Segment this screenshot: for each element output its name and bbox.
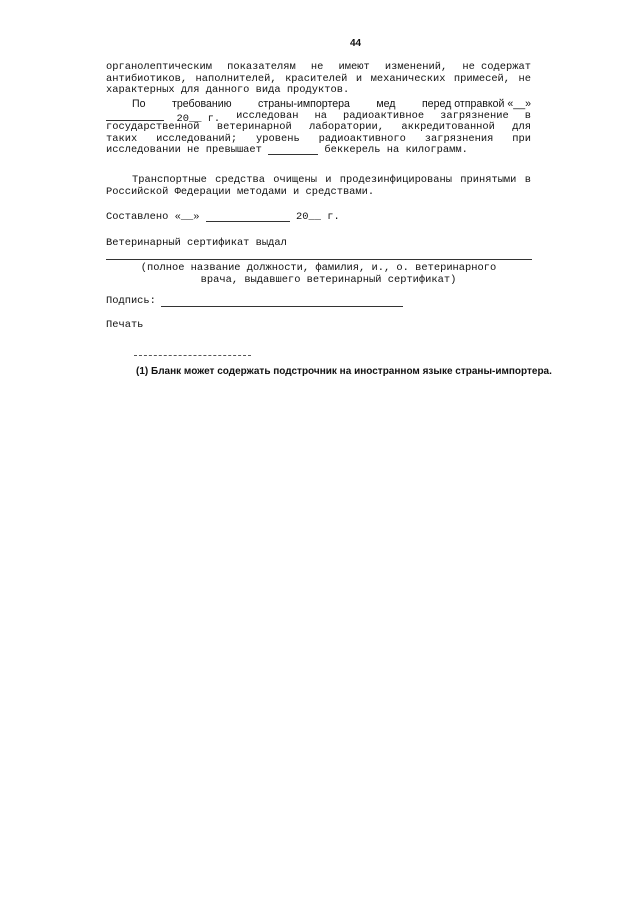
month-blank <box>206 212 290 222</box>
text-line <box>106 187 531 199</box>
text-line <box>106 99 531 111</box>
word: лаборатории, <box>309 121 384 134</box>
text-line <box>106 85 531 97</box>
word: не содержат <box>462 61 531 73</box>
word: загрязнение <box>440 109 509 122</box>
word: загрязнения <box>424 132 494 145</box>
word: мед <box>376 98 396 110</box>
word: аккредитованной <box>401 121 495 134</box>
text-line <box>106 175 531 187</box>
day-month-blank <box>106 111 164 121</box>
word: и <box>355 72 363 85</box>
word: радиоактивного <box>318 132 406 145</box>
word: перед отправкой «__» <box>421 98 531 110</box>
compiled-label: Составлено «__» <box>106 211 200 223</box>
word: характерных для данного вида продуктов. <box>106 84 350 97</box>
text-line <box>106 145 531 157</box>
signature-label: Подпись: <box>106 295 156 307</box>
stamp-section <box>106 320 531 332</box>
paragraph-organoleptic <box>106 62 531 97</box>
word: По <box>132 98 146 110</box>
word: ветеринарной <box>216 121 292 134</box>
issued-label: Ветеринарный сертификат выдал <box>106 237 287 249</box>
text-line <box>106 212 531 224</box>
text-line <box>106 238 531 250</box>
footnote-separator <box>134 355 251 356</box>
issuer-name-line <box>106 259 532 260</box>
word: при <box>512 132 531 145</box>
word: уровень <box>256 132 300 145</box>
text-line <box>106 320 531 332</box>
word: страны-импортера <box>258 98 350 110</box>
word: антибиотиков, <box>106 72 188 85</box>
word: показателям <box>227 61 296 73</box>
issuer-caption <box>106 263 531 286</box>
text-line <box>106 62 531 74</box>
word: для <box>512 121 531 134</box>
word: в <box>524 109 531 122</box>
word: изменений, <box>384 61 448 73</box>
word: на <box>314 109 328 122</box>
word: Российской Федерации методами и средствами. <box>106 185 375 198</box>
word: красителей <box>285 72 348 85</box>
word: наполнителей, <box>195 72 277 85</box>
word: не <box>310 61 324 73</box>
word: имеют <box>338 61 370 73</box>
word: таких <box>106 132 138 145</box>
footnote: (1) Бланк может содержать подстрочник на иностранном языке страны-импортера. <box>136 366 552 377</box>
word: примесей, <box>453 72 511 85</box>
caption-line: (полное название должности, фамилия, и., о. ветеринарного <box>140 262 497 274</box>
paragraph-radioactivity <box>106 99 531 157</box>
word: Транспортные <box>132 174 207 186</box>
word: органолептическим <box>106 61 213 73</box>
word: исследовании не превышает <box>106 144 262 157</box>
word: государственной <box>106 121 200 134</box>
word: 20__ г. <box>176 112 221 125</box>
word: радиоактивное <box>343 109 425 122</box>
caption-line: врача, выдавшего ветеринарный сертификат) <box>200 273 457 286</box>
page-number: 44 <box>350 38 362 49</box>
word: и <box>325 174 332 186</box>
word: не <box>518 72 531 85</box>
word: исследований; <box>156 132 238 145</box>
word: очищены <box>273 174 317 186</box>
becquerel-blank <box>268 145 318 155</box>
word: продезинфицированы <box>339 174 452 186</box>
word: исследован <box>236 109 299 122</box>
signature-line <box>161 306 403 307</box>
paragraph-transport <box>106 175 531 198</box>
word: в <box>524 174 531 186</box>
word: беккерель на килограмм. <box>324 144 468 157</box>
issued-by-section <box>106 238 531 250</box>
stamp-label: Печать <box>106 319 144 331</box>
word: механических <box>370 72 446 85</box>
word: принятыми <box>460 174 517 186</box>
compiled-date-line <box>106 212 531 224</box>
word: средства <box>215 174 265 186</box>
compiled-year: 20__ г. <box>296 211 340 223</box>
word: требованию <box>171 98 232 110</box>
